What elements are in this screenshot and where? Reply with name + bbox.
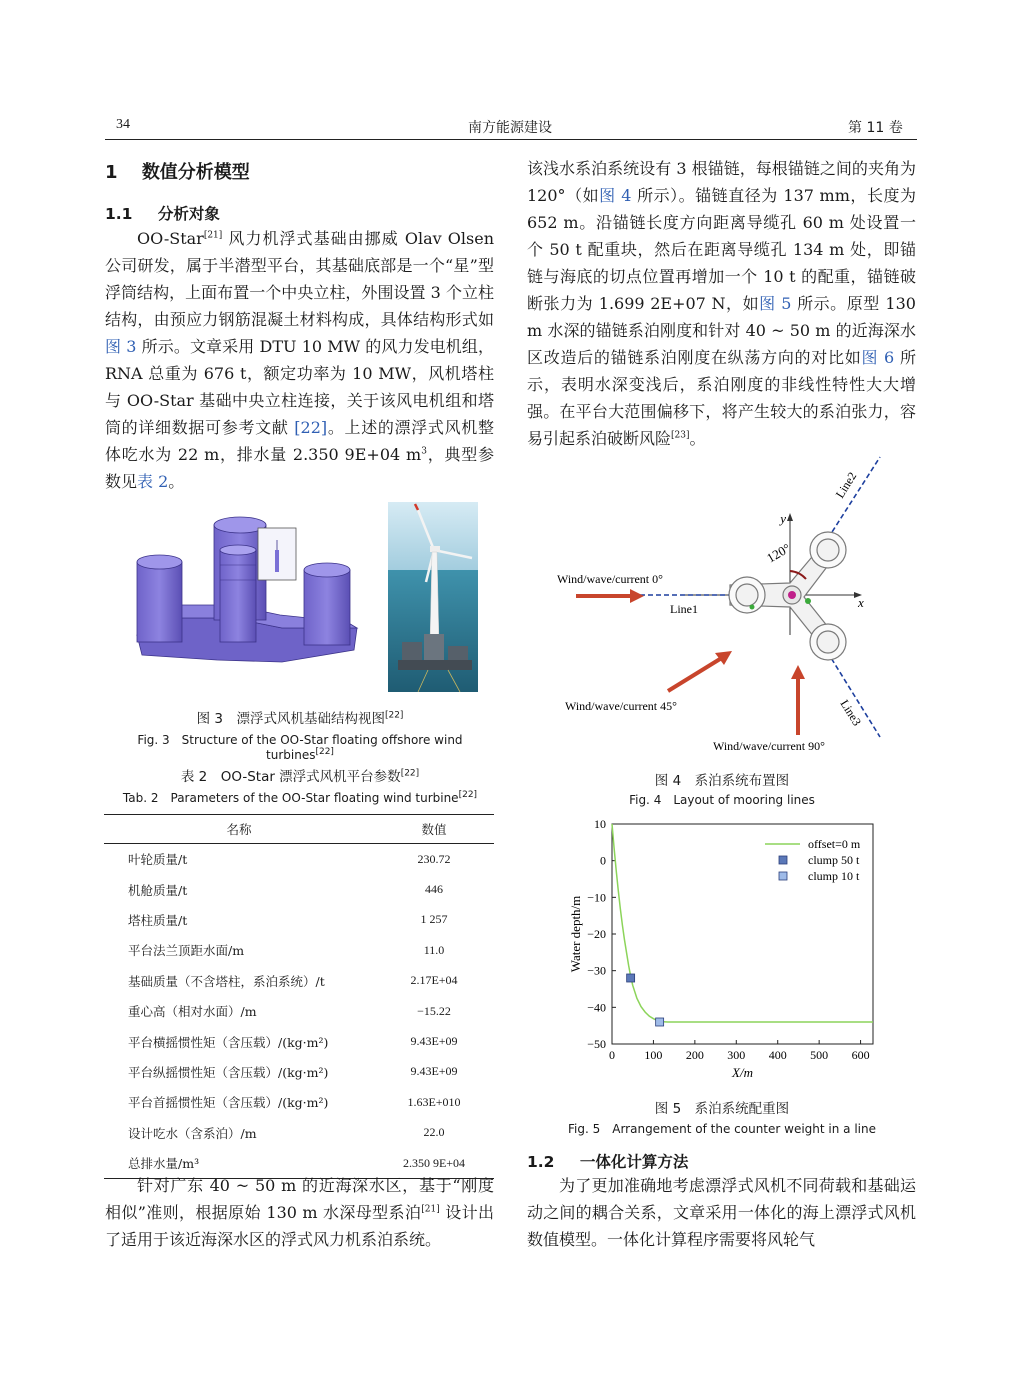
fig4-caption-en: Fig. 4 Layout of mooring lines bbox=[629, 793, 815, 807]
table-header-value: 数值 bbox=[374, 815, 494, 844]
series-marker bbox=[656, 1018, 664, 1026]
table-row: 总排水量/m³ 2.350 9E+04 bbox=[104, 1148, 494, 1179]
fairlead-marker bbox=[805, 598, 811, 604]
parameters-table-wrap bbox=[104, 814, 494, 1179]
x-tick-label: 200 bbox=[685, 1048, 704, 1062]
mooring-design-paragraph: 针对广东 40 ~ 50 m 的近海深水区，基于“刚度相似”准则，根据原始 130 m 水深母型系泊[21] 设计出了适用于该近海深水区的浮式风力机系泊系统。 bbox=[105, 1176, 494, 1249]
citation: [21] bbox=[421, 1204, 440, 1215]
y-tick-label: −30 bbox=[587, 963, 606, 978]
table-row: 平台首摇惯性矩（含压载）/(kg·m²) 1.63E+010 bbox=[128, 1094, 461, 1111]
legend-label: clump 10 t bbox=[808, 869, 860, 883]
section-number: 1 bbox=[105, 162, 118, 183]
x-tick-label: 300 bbox=[727, 1048, 746, 1062]
parameters-table bbox=[104, 814, 494, 1179]
x-tick-label: 0 bbox=[609, 1048, 615, 1062]
header-rule bbox=[105, 139, 917, 140]
citation: [21] bbox=[203, 230, 223, 241]
volume-label: 第 11 卷 bbox=[848, 120, 903, 136]
wind-90-label: Wind/wave/current 90° bbox=[713, 739, 825, 753]
citation: [23] bbox=[671, 430, 690, 441]
x-axis-label: x bbox=[858, 595, 864, 610]
fig5-caption-en: Fig. 5 Arrangement of the counter weight in a line bbox=[568, 1122, 876, 1136]
x-tick-label: 400 bbox=[768, 1048, 787, 1062]
x-axis-title: X/m bbox=[732, 1065, 753, 1080]
table-row: 设计吃水（含系泊）/m 22.0 bbox=[128, 1125, 445, 1141]
y-tick-label: −50 bbox=[587, 1037, 606, 1051]
mooring-paragraph: 该浅水系泊系统设有 3 根锚链，每根锚链之间的夹角为 120°（如图 4 所示）。锚链直径为 137 mm，长度为 652 m。沿锚链长度方向距离导缆孔 60 m 处设置一个 50 t 配重块，然后在距离导缆孔 134 m 处，即锚链与海底的切点位置再增加一个 10 t 的配重，锚链破断张力为 1.699 2E+07 N，如图 5 所示。原型 130 m 水深的锚链系泊刚度和针对 40 ~ 50 m 的近海深水区改造后的锚链系泊刚度在纵荡方向的对比如图 6 所示，表明水深变浅后，系泊刚度的非线性特性大大增强。在平台大范围偏移下，将产生较大的系泊张力，容易引起系泊破断风险[23]。 bbox=[527, 159, 916, 448]
line2-label: Line2 bbox=[832, 469, 860, 501]
page-number: 34 bbox=[116, 117, 130, 132]
mooring-layout-diagram bbox=[540, 455, 900, 760]
journal-name: 南方能源建设 bbox=[468, 120, 552, 136]
table-row: 叶轮质量/t 230.72 bbox=[128, 851, 451, 868]
counterweight-chart bbox=[560, 812, 890, 1087]
center-marker bbox=[788, 591, 796, 599]
y-axis-title: Water depth/m bbox=[568, 895, 583, 973]
line3-label: Line3 bbox=[837, 697, 865, 729]
coupling-paragraph: 为了更加准确地考虑漂浮式风机不同荷载和基础运动之间的耦合关系，文章采用一体化的海上漂浮式风机数值模型。一体化计算程序需要将风轮气 bbox=[527, 1176, 916, 1249]
turbine-photo bbox=[388, 502, 478, 692]
legend-swatch bbox=[779, 872, 787, 880]
legend-label: clump 50 t bbox=[808, 853, 860, 867]
platform-render bbox=[122, 510, 367, 665]
figure-link-4[interactable]: 图 4 bbox=[599, 186, 632, 205]
y-tick-label: −40 bbox=[587, 1000, 606, 1015]
table-header-name: 名称 bbox=[104, 815, 374, 844]
subsection-heading bbox=[105, 202, 220, 224]
table2-caption-cn: 表 2 OO-Star 漂浮式风机平台参数[22] bbox=[180, 768, 420, 785]
wind-0-label: Wind/wave/current 0° bbox=[557, 572, 663, 586]
table-row: 重心高（相对水面）/m −15.22 bbox=[128, 1003, 451, 1020]
x-tick-label: 600 bbox=[851, 1048, 870, 1062]
series-marker bbox=[627, 974, 635, 982]
subsection-number: 1.1 bbox=[105, 205, 133, 223]
subsection-title: 分析对象 bbox=[157, 205, 220, 223]
table-row: 机舱质量/t 446 bbox=[128, 882, 443, 898]
wind-45-arrow bbox=[668, 659, 720, 691]
table-link-2[interactable]: 表 2 bbox=[137, 472, 169, 491]
fig4-caption-cn: 图 4 系泊系统布置图 bbox=[654, 773, 790, 789]
y-tick-label: −20 bbox=[587, 927, 606, 941]
x-tick-label: 100 bbox=[644, 1048, 663, 1062]
table-row: 基础质量（不含塔柱，系泊系统）/t 2.17E+04 bbox=[128, 973, 458, 989]
subsection-heading-2 bbox=[527, 1150, 688, 1172]
fig3-caption-en: Fig. 3 Structure of the OO-Star floating offshore wind turbines[22] bbox=[137, 733, 463, 762]
citation-link-22[interactable]: [22] bbox=[294, 418, 328, 437]
subsection-title: 一体化计算方法 bbox=[579, 1153, 689, 1171]
section-title: 数值分析模型 bbox=[141, 162, 250, 183]
y-tick-label: −10 bbox=[587, 890, 606, 905]
section-heading bbox=[105, 158, 250, 184]
table-row: 平台纵摇惯性矩（含压载）/(kg·m²) 9.43E+09 bbox=[128, 1064, 458, 1080]
fairlead-marker bbox=[750, 605, 755, 610]
legend-swatch bbox=[779, 856, 787, 864]
angle-label: 120° bbox=[764, 540, 793, 566]
y-tick-label: 0 bbox=[600, 853, 606, 868]
figure-link-3[interactable]: 图 3 bbox=[105, 337, 137, 356]
figure-link-5[interactable]: 图 5 bbox=[759, 294, 792, 313]
y-tick-label: 10 bbox=[594, 817, 606, 831]
table-row: 平台横摇惯性矩（含压载）/(kg·m²) 9.43E+09 bbox=[128, 1034, 458, 1050]
wind-45-label: Wind/wave/current 45° bbox=[565, 699, 677, 713]
legend-label: offset=0 m bbox=[808, 837, 861, 851]
line1-label: Line1 bbox=[670, 602, 698, 616]
table-row: 平台法兰顶距水面/m 11.0 bbox=[128, 942, 445, 959]
table-row: 塔柱质量/t 1 257 bbox=[128, 912, 448, 928]
intro-paragraph: OO-Star[21] 风力机浮式基础由挪威 Olav Olsen 公司研发，属于半潜型平台，其基础底部是一个“星”型浮筒结构，上面布置一个中央立柱，外围设置 3 个立柱结构，由预应力钢筋混凝土材料构成，具体结构形式如图 3 所示。文章采用 DTU 10 MW 的风力发电机组，RNA 总重为 676 t，额定功率为 10 MW，风机塔柱与 OO-Star 基础中央立柱连接，关于该风电机组和塔筒的详细数据可参考文献 [22]。上述的漂浮式风机整体吃水为 22 m，排水量 2.350 9E+04 $m^3$，典型参数见表 2。 bbox=[105, 229, 494, 491]
figure-link-6[interactable]: 图 6 bbox=[861, 348, 895, 367]
table2-caption-en: Tab. 2 Parameters of the OO-Star floating wind turbine[22] bbox=[122, 790, 478, 805]
x-tick-label: 500 bbox=[810, 1048, 829, 1062]
fig3-caption-cn: 图 3 漂浮式风机基础结构视图[22] bbox=[196, 710, 404, 727]
y-axis-label: y bbox=[780, 511, 786, 526]
subsection-number: 1.2 bbox=[527, 1153, 555, 1171]
fig5-caption-cn: 图 5 系泊系统配重图 bbox=[654, 1101, 790, 1117]
